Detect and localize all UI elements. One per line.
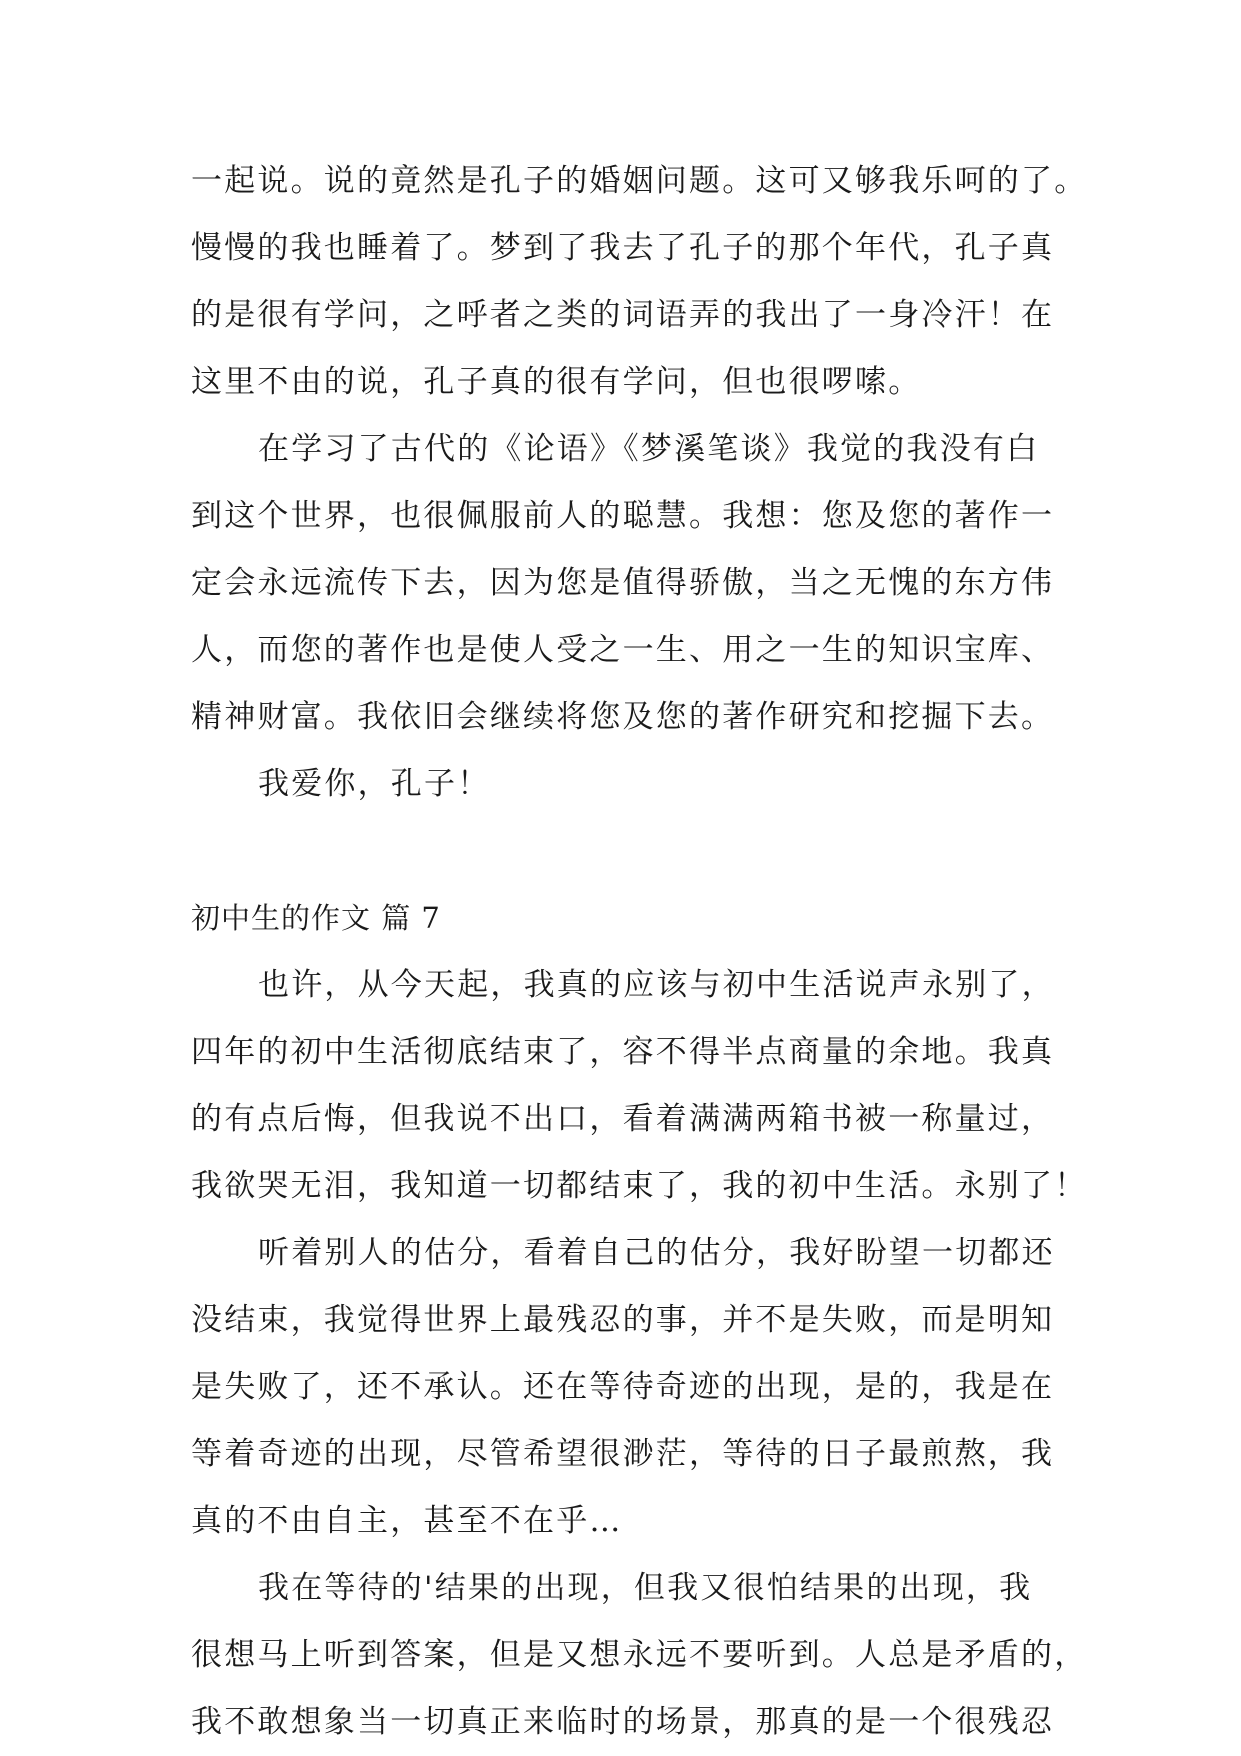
text-line: 在学习了古代的《论语》《梦溪笔谈》我觉的我没有白 bbox=[258, 431, 1040, 467]
text-line: 等着奇迹的出现，尽管希望很渺茫，等待的日子最煎熬，我 bbox=[191, 1436, 1055, 1472]
text-line: 真的不由自主，甚至不在乎… bbox=[191, 1503, 623, 1539]
text-line: 是失败了，还不承认。还在等待奇迹的出现，是的，我是在 bbox=[191, 1369, 1055, 1405]
paragraph-closing bbox=[191, 751, 1071, 818]
paragraph-farewell bbox=[191, 952, 1088, 1220]
paragraph-results bbox=[191, 1555, 1088, 1756]
text-line: 慢慢的我也睡着了。梦到了我去了孔子的那个年代，孔子真 bbox=[191, 230, 1055, 266]
text-line: 很想马上听到答案，但是又想永远不要听到。人总是矛盾的， bbox=[191, 1637, 1088, 1673]
text-line: 精神财富。我依旧会继续将您及您的著作研究和挖掘下去。 bbox=[191, 699, 1055, 735]
paragraph-confucius-dream bbox=[191, 148, 1088, 416]
paragraph-waiting bbox=[191, 1220, 1071, 1555]
text-line: 听着别人的估分，看着自己的估分，我好盼望一切都还 bbox=[258, 1235, 1055, 1271]
section-gap bbox=[191, 818, 1071, 885]
paragraph-classics bbox=[191, 416, 1071, 751]
text-line: 到这个世界，也很佩服前人的聪慧。我想：您及您的著作一 bbox=[191, 498, 1055, 534]
document-body bbox=[191, 148, 1088, 1756]
section-heading: 初中生的作文 篇 7 bbox=[191, 901, 441, 935]
text-line: 一起说。说的竟然是孔子的婚姻问题。这可又够我乐呵的了。 bbox=[191, 163, 1088, 199]
text-line: 人，而您的著作也是使人受之一生、用之一生的知识宝库、 bbox=[191, 632, 1055, 668]
text-line: 也许，从今天起，我真的应该与初中生活说声永别了， bbox=[258, 967, 1055, 1003]
text-line: 这里不由的说，孔子真的很有学问，但也很啰嗦。 bbox=[191, 364, 922, 400]
text-line: 的有点后悔，但我说不出口，看着满满两箱书被一称量过， bbox=[191, 1101, 1055, 1137]
text-line: 我欲哭无泪，我知道一切都结束了，我的初中生活。永别了！ bbox=[191, 1168, 1088, 1204]
text-line: 没结束，我觉得世界上最残忍的事，并不是失败，而是明知 bbox=[191, 1302, 1055, 1338]
text-line: 四年的初中生活彻底结束了，容不得半点商量的余地。我真 bbox=[191, 1034, 1055, 1070]
text-line: 定会永远流传下去，因为您是值得骄傲，当之无愧的东方伟 bbox=[191, 565, 1055, 601]
text-line: 我在等待的'结果的出现，但我又很怕结果的出现，我 bbox=[258, 1570, 1033, 1606]
text-line: 我不敢想象当一切真正来临时的场景，那真的是一个很残忍 bbox=[191, 1704, 1055, 1740]
text-line: 的是很有学问，之呼者之类的词语弄的我出了一身冷汗！在 bbox=[191, 297, 1055, 333]
text-line: 我爱你，孔子！ bbox=[258, 766, 491, 802]
